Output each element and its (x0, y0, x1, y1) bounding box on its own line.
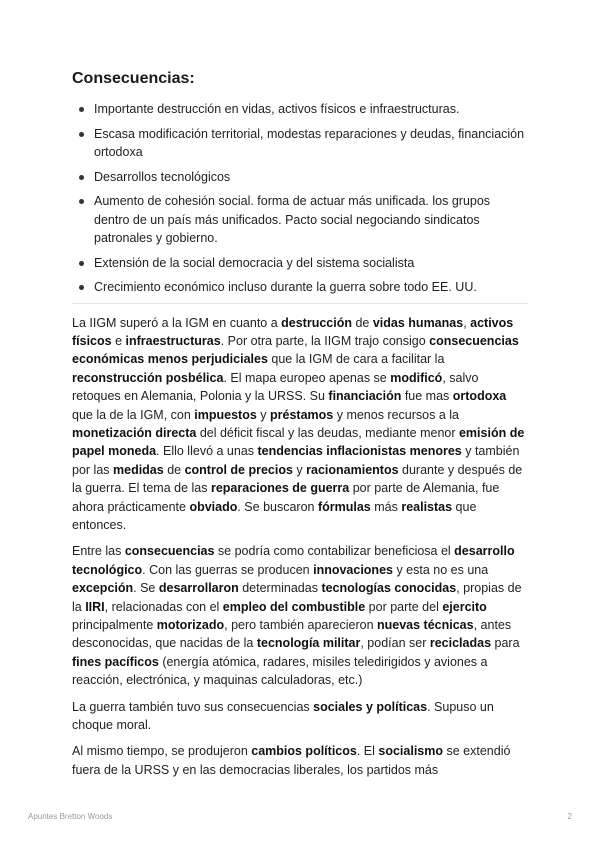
text-run: que entonces. (72, 499, 477, 532)
bold-text: excepción (72, 581, 134, 596)
bullet-icon (79, 199, 84, 204)
footer-title: Apuntes Bretton Woods (28, 812, 113, 821)
list-item (72, 254, 528, 273)
text-run: Al mismo tiempo, se produjeron (72, 744, 252, 759)
text-run: Entre las (72, 544, 125, 559)
text-run: y también por las (72, 444, 520, 477)
bullet-icon (79, 132, 84, 137)
text-run: y menos recursos a la (333, 407, 459, 422)
text-run: del déficit fiscal y las deudas, mediante menor (196, 425, 459, 440)
bold-text: realistas (401, 499, 453, 514)
text-run: . Con las guerras se producen (142, 562, 314, 577)
text-run: más (370, 499, 402, 514)
text-run: que la de la IGM, con (72, 407, 195, 422)
text-run: y (292, 462, 307, 477)
bold-text: vidas humanas (372, 315, 464, 330)
text-run: , relacionadas con el (104, 599, 223, 614)
list-item (72, 278, 528, 297)
bold-text: infraestructuras (125, 333, 221, 348)
bold-text: medidas (113, 462, 164, 477)
bold-text: préstamos (270, 407, 334, 422)
bullet-icon (79, 175, 84, 180)
text-run: que la IGM de cara a facilitar la (267, 352, 445, 367)
text-run: . El (356, 744, 379, 759)
text-run: , propias de la (72, 581, 522, 614)
text-run: , salvo retoques en Alemania, Polonia y la URSS. Su (72, 370, 479, 404)
text-run: por parte del (365, 599, 443, 614)
bold-text: fórmulas (317, 499, 371, 514)
text-run: e (111, 333, 126, 348)
text-run: , antes desconocidas, que nacidas de la (72, 618, 512, 651)
text-run: determinadas (238, 581, 322, 596)
text-run: , (463, 315, 471, 330)
bold-text: ejercito (442, 599, 487, 614)
bold-text: reparaciones de guerra (210, 481, 350, 496)
bullet-icon (79, 285, 84, 290)
bold-text: sociales y políticas (313, 699, 428, 714)
bold-text: tecnologías conocidas (321, 581, 457, 596)
bold-text: IIRI (85, 599, 105, 614)
text-run: principalmente (72, 618, 157, 632)
bold-text: activos físicos (72, 315, 514, 348)
bold-text: ortodoxa (452, 389, 507, 404)
list-item-text: Aumento de cohesión social. forma de actuar más unificada. los grupos dentro de un país más unificados. Pacto social negociando sindicatos patronales y gobierno. (94, 194, 491, 245)
page-number: 2 (567, 812, 572, 821)
list-item-text: Escasa modificación territorial, modestas reparaciones y deudas, financiación ortodoxa (94, 126, 525, 159)
section-heading: Consecuencias: (72, 70, 195, 87)
consequences-list (72, 100, 528, 297)
bold-text: monetización directa (72, 425, 197, 440)
text-run: . Por otra parte, la IIGM trajo consigo (220, 333, 430, 348)
bold-text: fines pacíficos (72, 654, 159, 669)
page-footer (28, 812, 572, 821)
list-item-text: Crecimiento económico incluso durante la guerra sobre todo EE. UU. (94, 280, 477, 294)
text-run: . El mapa europeo apenas se (223, 370, 391, 385)
paragraph (72, 314, 528, 535)
list-item (72, 192, 528, 248)
text-run: La IIGM superó a la IGM en cuanto a (72, 315, 282, 330)
text-run: de (163, 462, 185, 477)
list-item (72, 168, 528, 187)
text-run: La guerra también tuvo sus consecuencias (72, 699, 314, 714)
bold-text: recicladas (429, 636, 492, 651)
bold-text: consecuencias económicas menos perjudiciales (72, 333, 519, 367)
bold-text: racionamientos (306, 462, 399, 477)
text-run: . Se (133, 581, 159, 596)
text-run: . Supuso un choque moral. (72, 699, 494, 733)
bold-text: consecuencias (124, 544, 215, 559)
bullet-icon (79, 107, 84, 112)
bold-text: financiación (328, 389, 402, 404)
text-run: durante y después de la guerra. El tema de las (72, 462, 523, 496)
paragraph (72, 542, 528, 689)
bold-text: empleo del combustible (222, 599, 366, 614)
bold-text: reconstrucción posbélica (72, 370, 224, 385)
paragraph (72, 698, 528, 735)
bold-text: obviado (189, 499, 238, 514)
list-item-text: Importante destrucción en vidas, activos físicos e infraestructuras. (94, 102, 460, 116)
bold-text: cambios políticos (251, 744, 357, 759)
bold-text: tecnología militar (256, 636, 361, 651)
text-run: , podían ser (360, 636, 430, 651)
text-run: para (491, 636, 520, 651)
text-run: . Se buscaron (237, 499, 318, 514)
text-run: , pero también aparecieron (224, 618, 377, 632)
bold-text: tendencias inflacionistas menores (257, 444, 462, 459)
text-run: por parte de Alemania, fue ahora prácticamente (72, 481, 500, 514)
text-run: de (352, 315, 373, 330)
text-run: se podría como contabilizar beneficiosa el (214, 544, 455, 559)
bold-text: socialismo (378, 744, 444, 759)
bold-text: control de precios (184, 462, 293, 477)
text-run: (energía atómica, radares, misiles teledirigidos y aviones a reacción, electrónica, y maquinas calculadoras, etc.) (72, 654, 488, 688)
list-item-text: Extensión de la social democracia y del sistema socialista (94, 255, 415, 270)
list-item (72, 100, 528, 119)
bold-text: desarrollaron (158, 581, 239, 596)
bold-text: emisión de papel moneda (72, 425, 525, 459)
list-item (72, 125, 528, 162)
bold-text: modificó (390, 370, 443, 385)
bold-text: destrucción (281, 315, 352, 330)
bold-text: nuevas técnicas (377, 618, 474, 632)
text-run: se extendió fuera de la URSS y en las democracias liberales, los partidos más (72, 744, 511, 777)
list-item-text: Desarrollos tecnológicos (94, 169, 231, 184)
text-run: y (256, 407, 271, 422)
text-run: . Ello llevó a unas (156, 444, 258, 459)
divider (72, 303, 528, 304)
text-run: y esta no es una (392, 562, 489, 577)
bold-text: impuestos (194, 407, 257, 422)
bold-text: innovaciones (313, 562, 393, 577)
paragraph (72, 742, 528, 779)
bold-text: desarrollo tecnológico (72, 544, 515, 577)
bullet-icon (79, 261, 84, 266)
bold-text: motorizado (156, 618, 225, 632)
text-run: fue mas (401, 389, 453, 404)
page-content (72, 68, 528, 787)
